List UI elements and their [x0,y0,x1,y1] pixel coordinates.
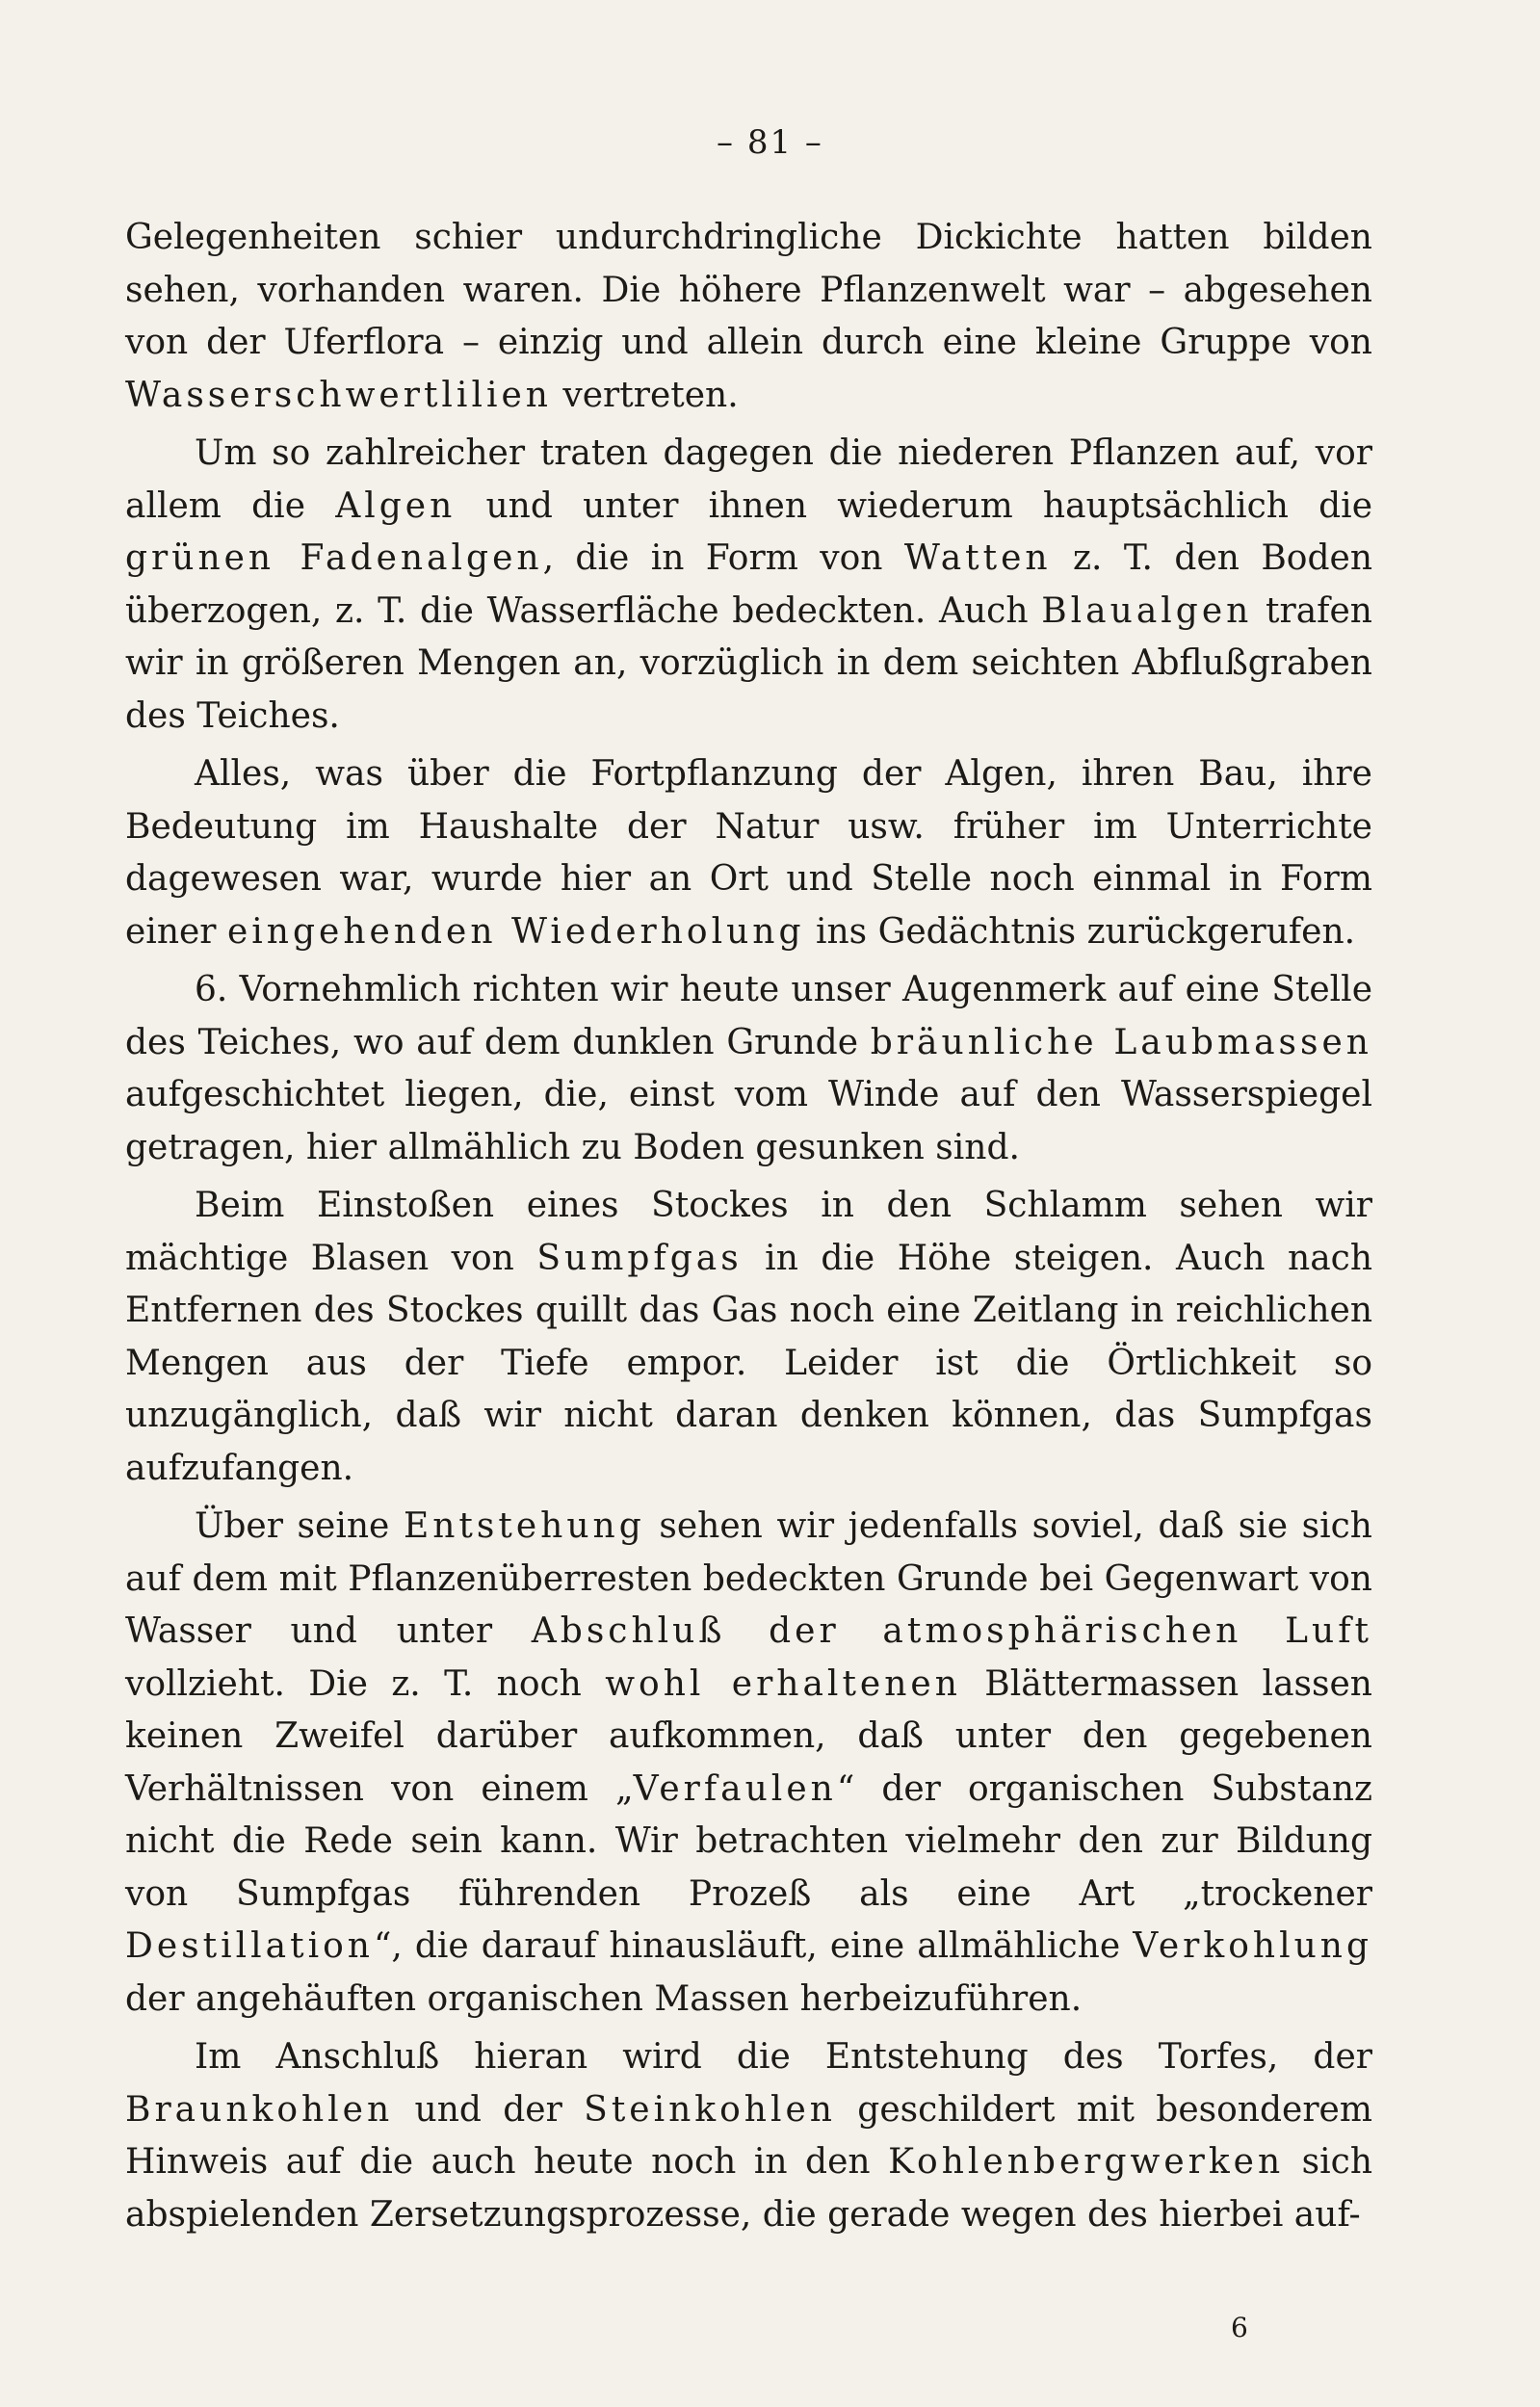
emphasized-text: Abschluß der atmosphärischen Luft [531,1611,1372,1651]
text-run: Über seine [195,1506,404,1546]
text-run: z. T. den Boden überzogen, z. T. die Wasserfläche bedeckten. Auch [125,538,1373,631]
page-number: – 81 – [717,123,823,162]
emphasized-text: Kohlenbergwerken [888,2142,1285,2182]
text-run: in die Höhe steigen. Auch nach Entfernen des Stockes quillt das Gas noch eine Zeitlang in reichlichen Mengen aus der Tiefe empor. Leider ist die Örtlichkeit so unzugänglich, daß wir nicht daran denken können, das Sumpfgas aufzufangen. [125,1238,1373,1488]
text-run: Blättermassen lassen keinen Zweifel darüber aufkommen, daß unter den gegebenen Verhältnissen von einem „ [125,1663,1372,1809]
text-run: , die in Form von [542,538,904,578]
text-run: und unter ihnen wiederum hauptsächlich die [456,485,1372,526]
text-run: geschildert mit besonderem Hinweis auf die auch heute noch in den [125,2089,1372,2182]
text-run: vertreten. [551,375,739,415]
text-run: Um so zahlreicher traten dagegen die niederen Pflanzen auf, vor allem die [125,433,1372,526]
emphasized-text: Destillation [125,1926,374,1966]
text-run: Beim Einstoßen eines Stockes in den Schlamm sehen wir mächtige Blasen von [125,1186,1372,1278]
text-run: 6. Vornehmlich richten wir heute unser Augenmerk auf eine Stelle des Teiches, wo auf dem dunklen Grunde [125,970,1372,1062]
emphasized-text: wohl erhaltenen [605,1663,961,1704]
text-run: ins Gedächtnis zurückgerufen. [804,911,1356,952]
paragraph [125,748,1372,958]
emphasized-text: Entstehung [403,1506,645,1546]
text-run: “, die darauf hinausläuft, eine allmähliche [373,1926,1134,1966]
text-run: und der [393,2089,585,2130]
emphasized-text: Steinkohlen [584,2089,836,2130]
paragraph [125,1501,1372,2026]
text-run: Im Anschluß hieran wird die Entstehung des Torfes, der [195,2037,1372,2077]
text-run: sich abspielenden Zersetzungsprozesse, die gerade wegen des hierbei auf- [125,2142,1372,2235]
paragraph [125,2031,1372,2241]
text-run: “ der organischen Substanz nicht die Rede sein kann. Wir betrachten vielmehr den zur Bildung von Sumpfgas führenden Prozeß als eine Art „trockener [125,1768,1372,1914]
emphasized-text: grünen Fadenalgen [125,538,543,578]
text-run: sehen wir jedenfalls soviel, daß sie sich auf dem mit Pflanzenüberresten bedeckten Grunde bei Gegenwart von Wasser und unter [125,1506,1372,1651]
body-text [125,212,1372,2241]
emphasized-text: bräunliche Laubmassen [870,1022,1372,1062]
text-run: trafen wir in größeren Mengen an, vorzüglich in dem seichten Abflußgraben des Teiches. [125,590,1372,736]
emphasized-text: Verkohlung [1133,1926,1372,1966]
signature-mark: 6 [1231,2312,1248,2343]
text-run: vollzieht. Die z. T. noch [125,1663,606,1704]
emphasized-text: Braunkohlen [125,2089,394,2130]
paragraph [125,428,1372,743]
text-run: der angehäuften organischen Massen herbeizuführen. [125,1978,1083,2019]
paragraph [125,964,1372,1174]
emphasized-text: Sumpfgas [536,1238,743,1278]
text-run: Alles, was über die Fortpflanzung der Algen, ihren Bau, ihre Bedeutung im Haushalte der Natur usw. früher im Unterrichte dagewesen war, wurde hier an Ort und Stelle noch einmal in Form einer [125,754,1372,952]
text-run: Gelegenheiten schier undurchdringliche Dickichte hatten bilden sehen, vorhanden waren. Die höhere Pflanzenwelt war – abgesehen von der Uferflora – einzig und allein durch eine kleine Gruppe von [125,218,1372,362]
emphasized-text: Wasserschwertlilien [125,375,552,415]
emphasized-text: Blaualgen [1041,590,1253,631]
emphasized-text: Algen [335,485,457,526]
emphasized-text: eingehenden Wiederholung [226,911,805,952]
emphasized-text: Watten [903,538,1052,578]
paragraph [125,1180,1372,1495]
text-run: aufgeschichtet liegen, die, einst vom Winde auf den Wasserspiegel getragen, hier allmählich zu Boden gesunken sind. [125,1075,1372,1167]
emphasized-text: Verfaulen [633,1768,837,1809]
paragraph [125,212,1372,422]
